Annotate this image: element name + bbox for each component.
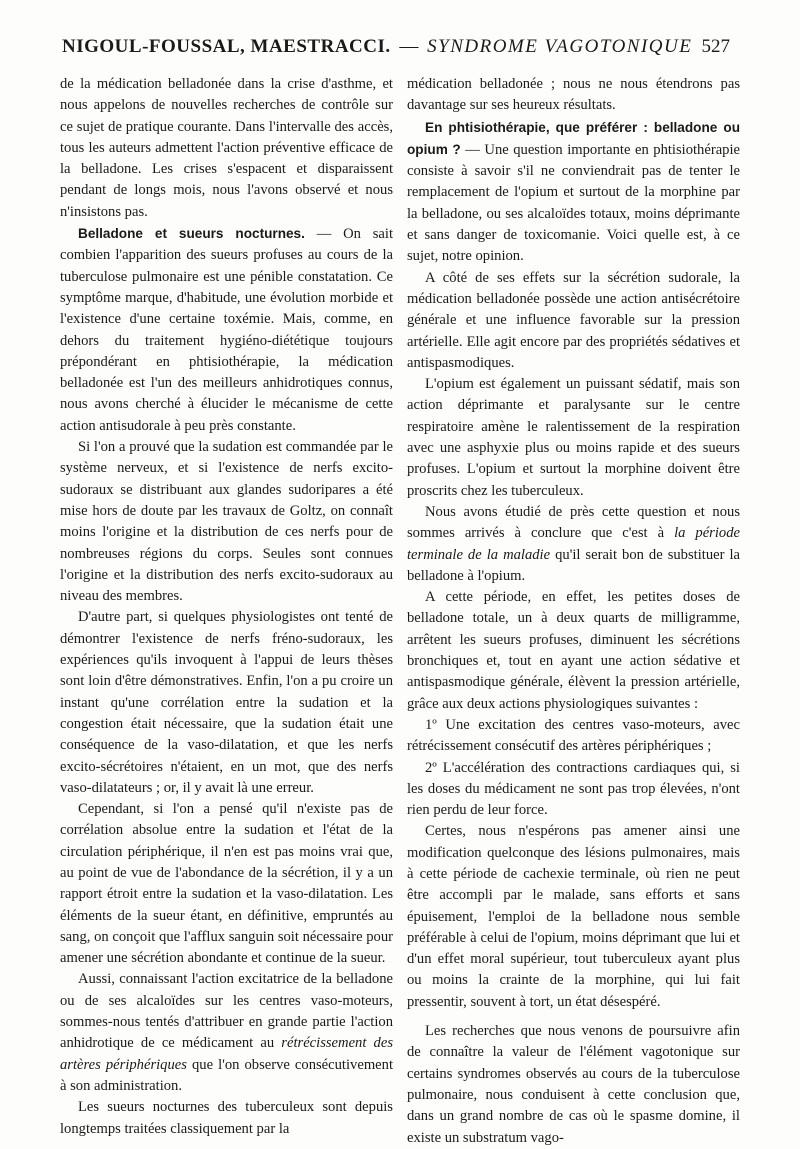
paragraph-text: qu'il serait bon de substituer la belladone à l'opium. [407,546,740,584]
paragraph: Les recherches que nous venons de poursuivre afin de connaître la valeur de l'élément vagotonique sur certains syndromes observés au cours de la tuberculose pulmonaire, nous conduisent à cette conclusion que, dans un grand nombre de cas où le spasme domine, il existe un substratum vago- [407,1023,740,1146]
paragraph-text: que l'on observe consécutivement à son administration. [60,1056,393,1094]
header-authors: NIGOUL-FOUSSAL, MAESTRACCI. [62,36,391,57]
paragraph-text: — Une question importante en phtisiothérapie consiste à savoir s'il ne conviendrait pas de tenter le remplacement de l'opium et surtout de la morphine par la belladone, ou ses alcaloïdes totaux, moins déprimante et sans danger de toxicomanie. Voici quelle est, à ce sujet, notre opinion. [407,141,741,265]
paragraph: médication belladonée ; nous ne nous étendrons pas davantage sur ses heureux résultats. [407,76,740,114]
list-item: 2º L'accélération des contractions cardiaques qui, si les doses du médicament ne sont pas trop élevées, n'ont rien perdu de leur force. [407,759,740,819]
right-column [407,74,740,1149]
paragraph-belladone-opium [407,117,740,268]
paragraph: L'opium est également un puissant sédatif, mais son action déprimante et paralysante sur le centre respiratoire amène le ralentissement de la respiration avec une asphyxie plus ou moins rapide et des sueurs profuses. L'opium et surtout la morphine doivent être proscrits chez les tuberculeux. [407,376,740,499]
paragraph: A côté de ses effets sur la sécrétion sudorale, la médication belladonée possède une action antisécrétoire générale et une influence favorable sur la pression artérielle. Elle agit encore par des propriétés sédatives et antispasmodiques. [407,269,740,371]
paragraph: D'autre part, si quelques physiologistes ont tenté de démontrer l'existence de nerfs fréno-sudoraux, les expériences qu'ils invoquent à l'appui de leurs thèses sont loin d'être démonstratives. Enfin, l'on a pu croire un instant qu'une corrélation entre la sudation et la congestion était nécessaire, que la sudation était une conséquence de la vaso-dilatation, et que les nerfs excito-sécrétoires n'étaient, en un mot, que des nerfs vaso-dilatateurs ; or, il y avait là une erreur. [60,609,393,796]
section-heading: En phtisiothérapie, que préférer : belladone ou opium ? [407,119,740,157]
running-header [62,36,730,64]
paragraph: Certes, nous n'espérons pas amener ainsi une modification quelconque des lésions pulmonaires, mais à cette période de cachexie terminale, où rien ne peut être accompli par le malade, sans efforts et sans épuisement, l'emploi de la belladone nous semble préférable à celui de l'opium, moins déprimant que lui et d'un effet moral supérieur, tout tuberculeux ayant plus ou moins la crainte de la morphine, qui lui fait pressentir, souvent à tort, un état désespéré. [407,823,740,1010]
list-item: 1º Une excitation des centres vaso-moteurs, avec rétrécissement consécutif des artères périphériques ; [407,716,740,755]
paragraph: A cette période, en effet, les petites doses de belladone totale, un à deux quarts de milligramme, arrêtent les sueurs profuses, diminuent les sécrétions bronchiques et, tout en ayant une action sédative et antispasmodique générale, élèvent la pression artérielle, grâce aux deux actions physiologiques suivantes : [407,589,740,712]
paragraph-belladone-sueurs [60,223,393,437]
paragraph: Si l'on a prouvé que la sudation est commandée par le système nerveux, et si l'existence de nerfs excito-sudoraux se distribuant aux glandes sudoripares a été mise hors de doute par les travaux de Goltz, on connaît moins l'origine et la distribution de ces nerfs pour de nombreuses régions du corps. Seules sont connues l'origine et la distribution des nerfs excito-sudoraux au niveau des membres. [60,439,393,605]
paragraph-text: — On sait combien l'apparition des sueurs profuses au cours de la tuberculose pulmonaire est une pénible constatation. Ce symptôme marque, d'habitude, une évolution morbide et l'existence d'une certaine toxémie. Mais, comme, en dehors du traitement hygiéno-diététique toujours prépondérant en phtisiothérapie, la médication belladonée est l'un des meilleurs anhidrotiques connus, nous avons cherché à élucider le mécanisme de cette action antisudorale à peu près constante. [60,226,393,434]
italic-phrase: la période terminale de la maladie [407,525,740,563]
paragraph-text: Nous avons étudié de près cette question et nous sommes arrivés à conclure que c'est à [407,503,740,542]
paragraph-text: Aussi, connaissant l'action excitatrice de la belladone ou de ses alcaloïdes sur les centres vaso-moteurs, sommes-nous tentés d'attribuer en grande partie l'action anhidrotique de ce médicament au [60,971,393,1052]
header-dash: — [399,36,419,57]
header-title: SYNDROME VAGOTONIQUE [427,36,693,57]
paragraph: Cependant, si l'on a pensé qu'il n'existe pas de corrélation absolue entre la sudation et l'état de la circulation périphérique, il n'en est pas moins vrai que, au point de vue de l'abondance de la sécrétion, il y a un rapport étroit entre la sudation et la vaso-dilatation. Les éléments de la sueur étant, en définitive, empruntés au sang, on conçoit que l'afflux sanguin soit nécessaire pour amener une sécrétion abondante et continue de la sueur. [60,801,393,967]
page-number: 527 [701,36,730,57]
paragraph: Les sueurs nocturnes des tuberculeux sont depuis longtemps traitées classiquement par la [60,1099,393,1137]
left-column [60,74,393,1140]
section-heading: Belladone et sueurs nocturnes. [78,226,305,242]
paragraph [60,969,393,1097]
paragraph [407,502,740,587]
paragraph: de la médication belladonée dans la crise d'asthme, et nous appelons de nouvelles recherches de contrôle sur ce sujet de pratique courante. Dans l'intervalle des accès, tous les auteurs admettent l'action préventive efficace de la belladone. Les crises s'espacent et disparaissent pendant de longs mois, nous l'avons observé et nous n'insistons pas. [60,76,393,220]
italic-phrase: rétrécissement des artères périphériques [60,1035,393,1073]
